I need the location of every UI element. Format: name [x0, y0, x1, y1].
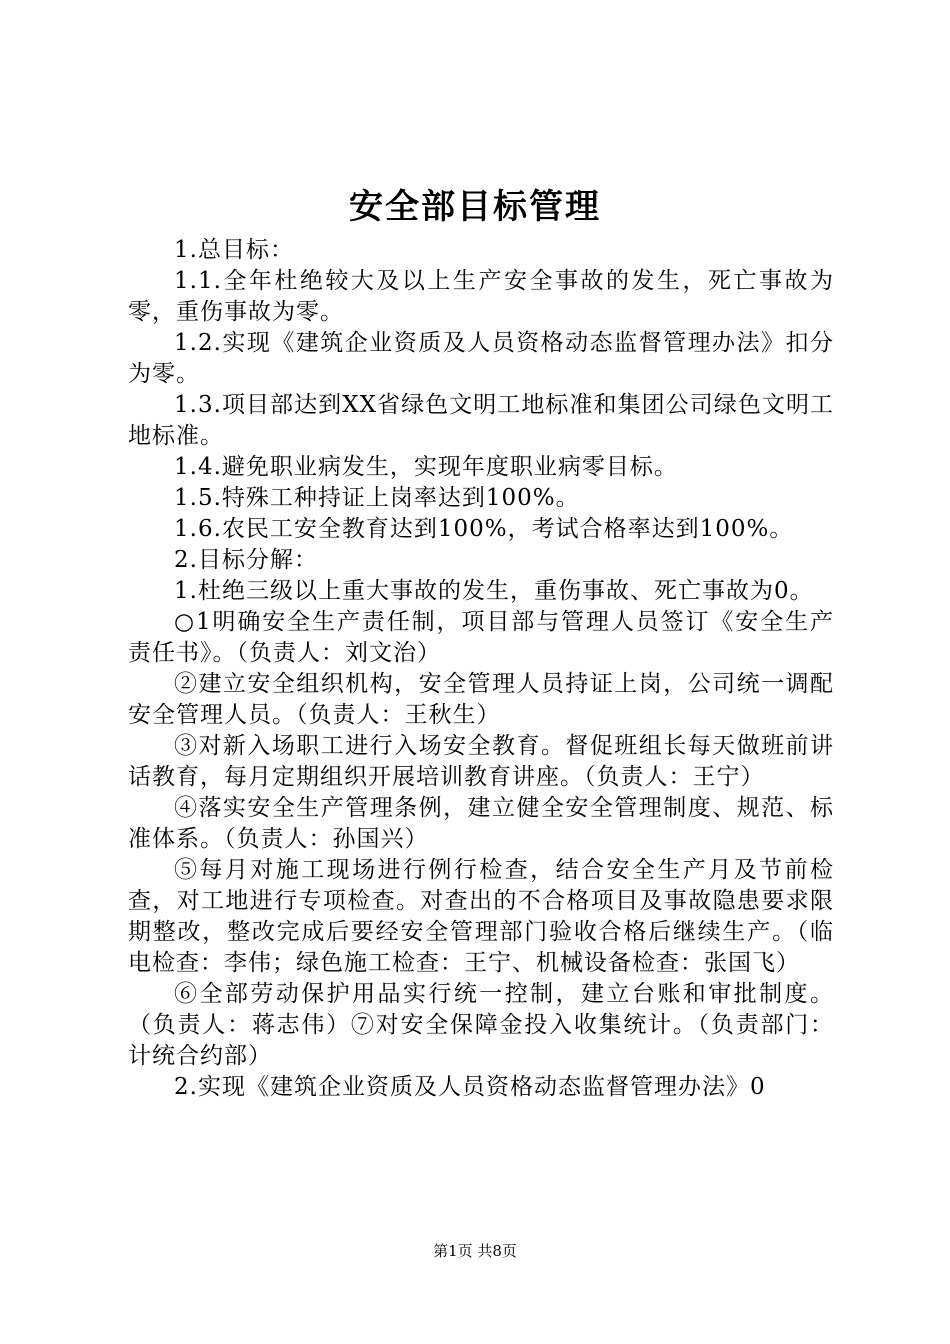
paragraph: 1.6.农民工安全教育达到100%，考试合格率达到100%。	[174, 516, 794, 542]
paragraph: 1.总目标：	[174, 237, 294, 263]
paragraph: 1.3.项目部达到XX省绿色文明工地标准和集团公司绿色文明工地标准。	[128, 392, 834, 449]
paragraph: 1.1.全年杜绝较大及以上生产安全事故的发生，死亡事故为零，重伤事故为零。	[128, 268, 834, 325]
paragraph: ②建立安全组织机构，安全管理人员持证上岗，公司统一调配安全管理人员。（负责人：王秋生）	[128, 671, 834, 728]
paragraph: 1.5.特殊工种持证上岗率达到100%。	[174, 485, 580, 511]
paragraph: 2.实现《建筑企业资质及人员资格动态监督管理办法》0	[174, 1074, 766, 1100]
paragraph: ③对新入场职工进行入场安全教育。督促班组长每天做班前讲话教育，每月定期组织开展培训教育讲座。（负责人：王宁）	[128, 733, 834, 790]
document-title: 安全部目标管理	[349, 187, 601, 227]
page-footer: 第1页 共8页	[433, 1242, 517, 1260]
document-body	[128, 235, 834, 1103]
paragraph: 1.杜绝三级以上重大事故的发生，重伤事故、死亡事故为0。	[174, 578, 814, 604]
paragraph: ○1明确安全生产责任制，项目部与管理人员签订《安全生产责任书》。（负责人：刘文治）	[128, 609, 834, 666]
paragraph: 2.目标分解：	[174, 547, 318, 573]
paragraph: ⑤每月对施工现场进行例行检查，结合安全生产月及节前检查，对工地进行专项检查。对查出的不合格项目及事故隐患要求限期整改，整改完成后要经安全管理部门验收合格后继续生产。（临电检查：李伟；绿色施工检查：王宁、机械设备检查：张国飞）	[128, 857, 834, 976]
paragraph: ④落实安全生产管理条例，建立健全安全管理制度、规范、标准体系。（负责人：孙国兴）	[128, 795, 834, 852]
paragraph: 1.2.实现《建筑企业资质及人员资格动态监督管理办法》扣分为零。	[128, 330, 834, 387]
paragraph: 1.4.避免职业病发生，实现年度职业病零目标。	[174, 454, 678, 480]
paragraph: ⑥全部劳动保护用品实行统一控制，建立台账和审批制度。（负责人：蒋志伟）⑦对安全保障金投入收集统计。（负责部门：计统合约部）	[128, 981, 834, 1069]
